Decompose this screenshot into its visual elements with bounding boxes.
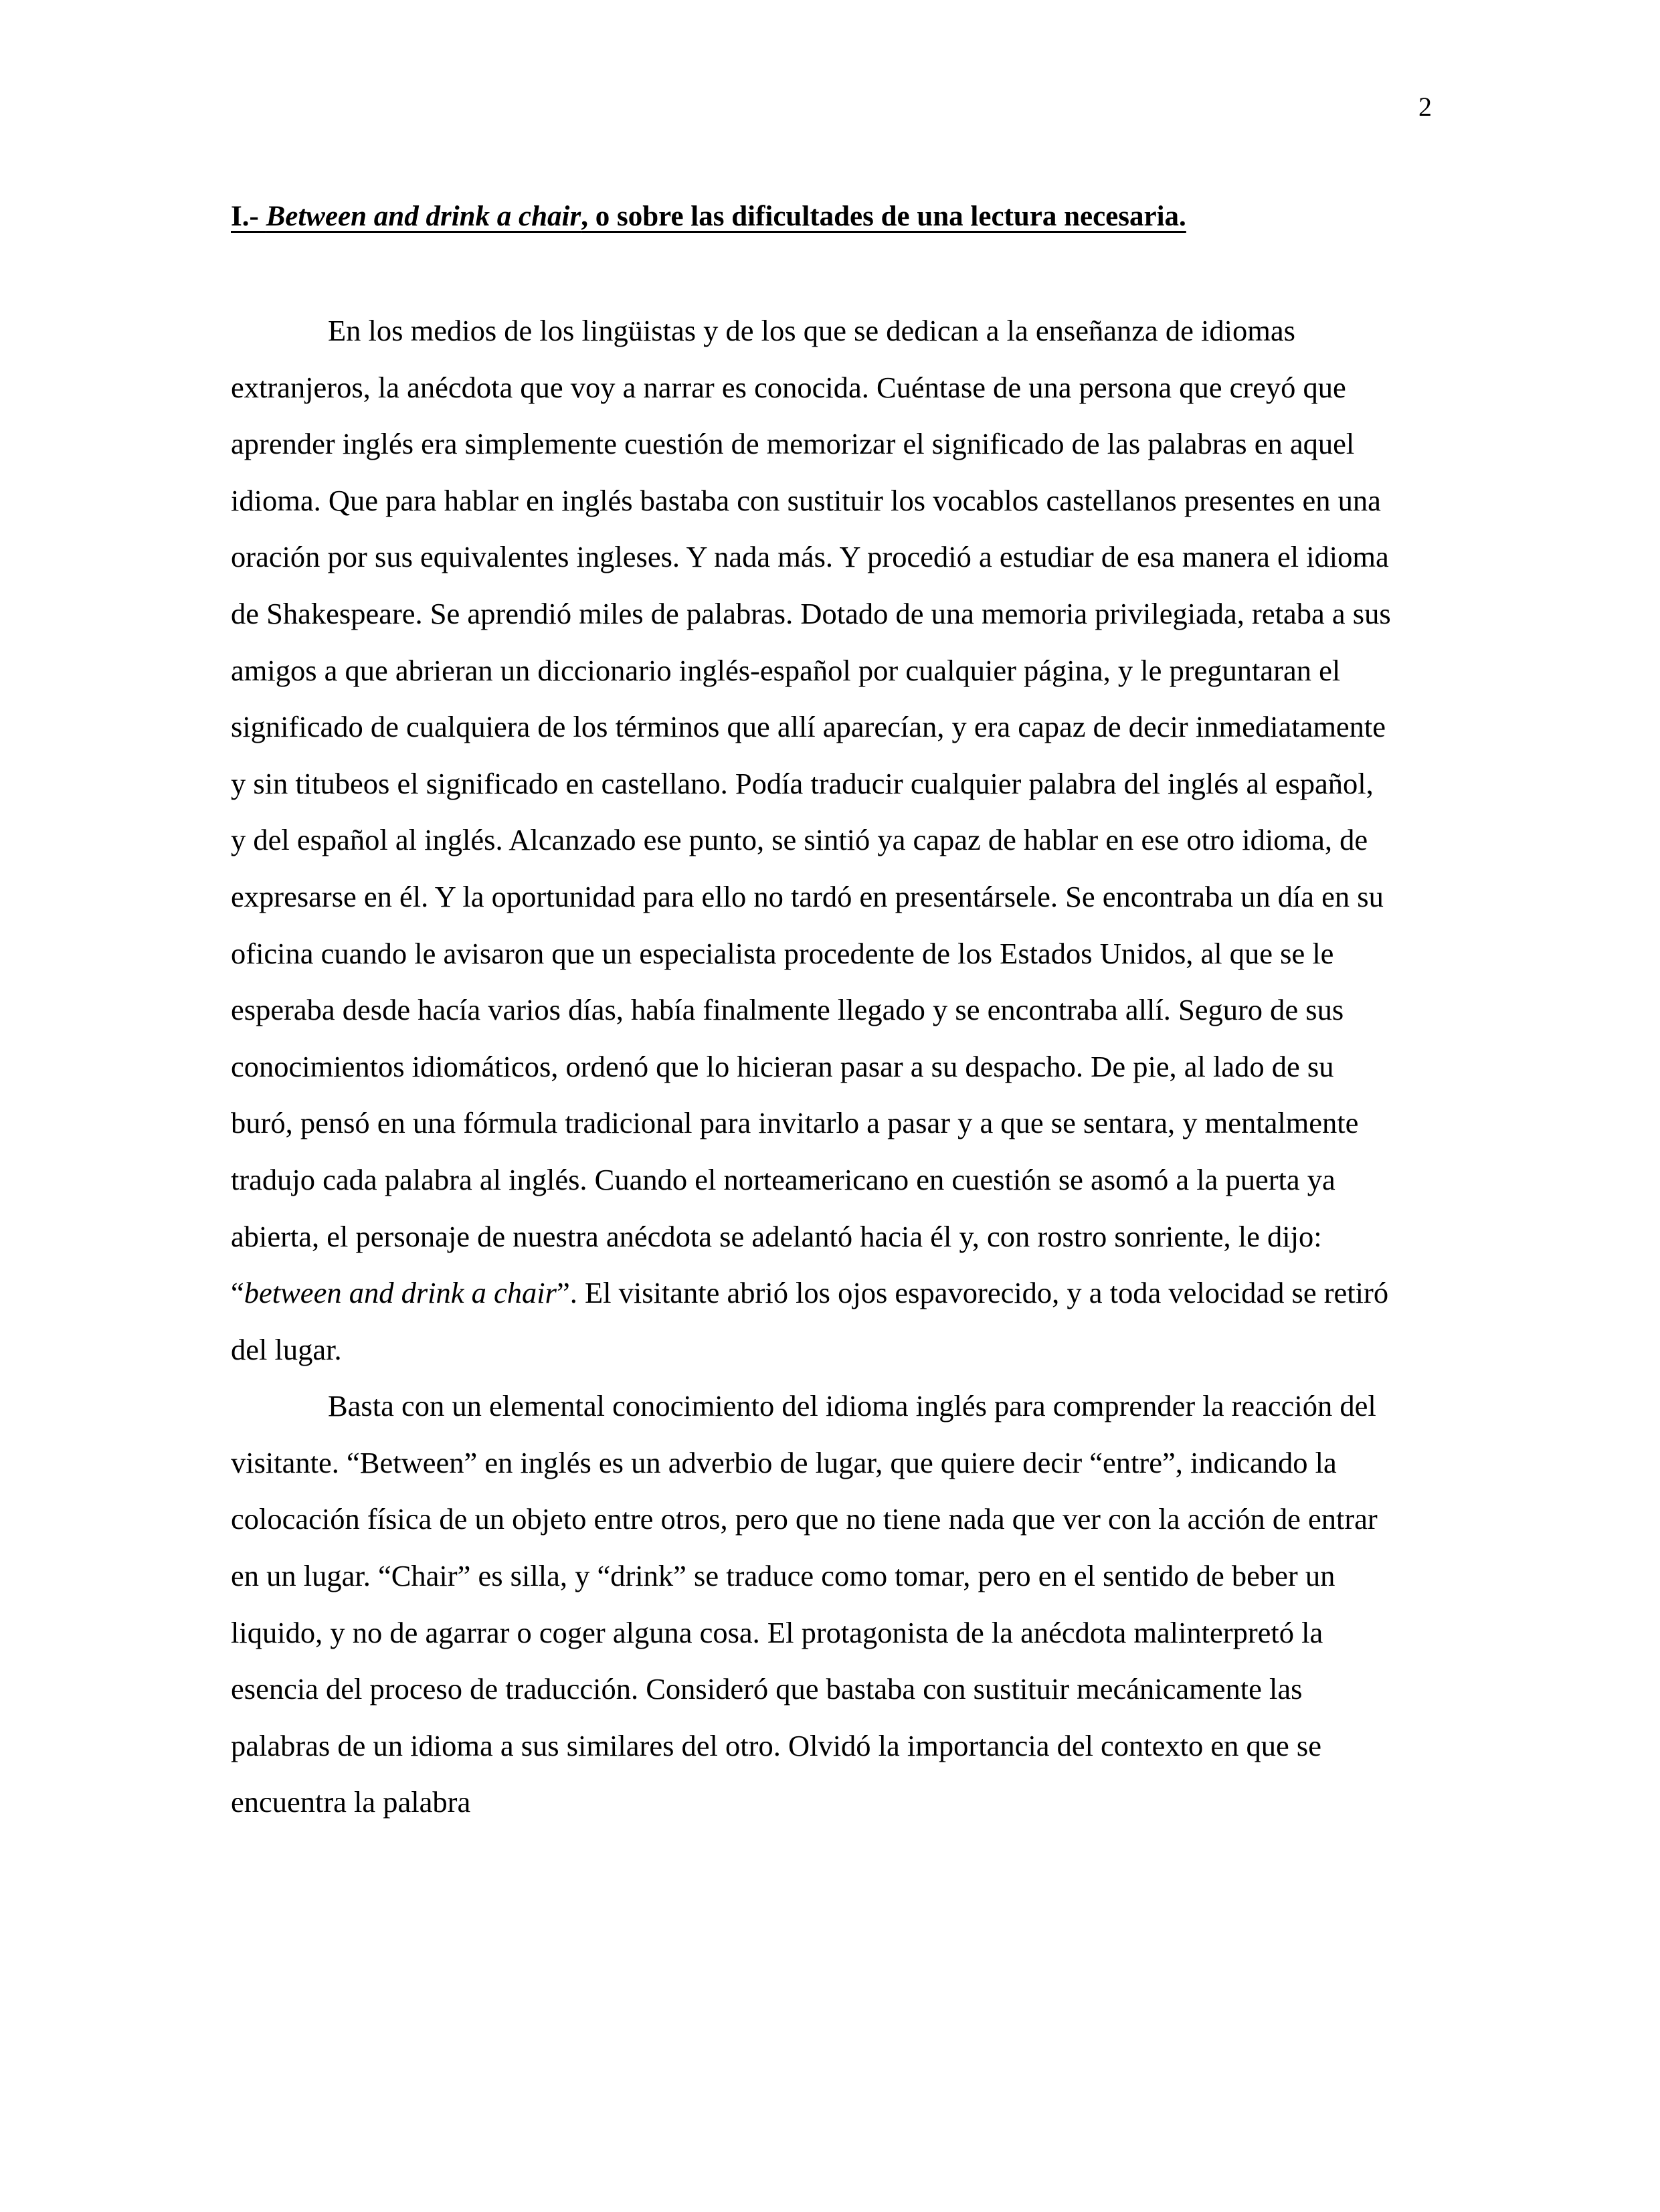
page-number: 2	[1418, 92, 1432, 122]
section-prefix: I.-	[231, 201, 266, 232]
paragraph-anecdote-text: En los medios de los lingüistas y de los que se dedican a la enseñanza de idiomas extranjeros, la anécdota que voy a narrar es conocida. Cuéntase de una persona que creyó que aprender inglés era simplemente cuestión de memorizar el significado de las palabras en aquel idioma. Que para hablar en inglés bastaba con sustituir los vocablos castellanos presentes en una oración por sus equivalentes ingleses. Y nada más. Y procedió a estudiar de esa manera el idioma de Shakespeare. Se aprendió miles de palabras. Dotado de una memoria privilegiada, retaba a sus amigos a que abrieran un diccionario inglés-español por cualquier página, y le preguntaran el significado de cualquiera de los términos que allí aparecían, y era capaz de decir inmediatamente y sin titubeos el significado en castellano. Podía traducir cualquier palabra del inglés al español, y del español al inglés. Alcanzado ese punto, se sintió ya capaz de hablar en ese otro idioma, de expresarse en él. Y la oportunidad para ello no tardó en presentársele. Se encontraba un día en su oficina cuando le avisaron que un especialista procedente de los Estados Unidos, al que se le esperaba desde hacía varios días, había finalmente llegado y se encontraba allí. Seguro de sus conocimientos idiomáticos, ordenó que lo hicieran pasar a su despacho. De pie, al lado de su buró, pensó en una fórmula tradicional para invitarlo a pasar y a que se sentara, y mentalmente tradujo cada palabra al inglés. Cuando el norteamericano en cuestión se asomó a la puerta ya abierta, el personaje de nuestra anécdota se adelantó hacia él y, con rostro sonriente, le dijo: “	[231, 314, 1391, 1310]
section-title-italic: Between and drink a chair	[266, 201, 581, 232]
paragraph-explanation-text: Basta con un elemental conocimiento del idioma inglés para comprender la reacción del visitante. “Between” en inglés es un adverbio de lugar, que quiere decir “entre”, indicando la colocación física de un objeto entre otros, pero que no tiene nada que ver con la acción de entrar en un lugar. “Chair” es silla, y “drink” se traduce como tomar, pero en el sentido de beber un liquido, y no de agarrar o coger alguna cosa. El protagonista de la anécdota malinterpretó la esencia del proceso de traducción. Consideró que bastaba con sustituir mecánicamente las palabras de un idioma a sus similares del otro. Olvidó la importancia del contexto en que se encuentra la palabra	[231, 1389, 1378, 1819]
anecdote-quote: between and drink a chair	[244, 1276, 557, 1310]
body-text	[231, 302, 1395, 1831]
section-title-rest: , o sobre las dificultades de una lectura necesaria.	[581, 201, 1186, 232]
paragraph-anecdote-ending: ”. El visitante abrió los ojos espavorecido, y a toda velocidad se retiró del lugar.	[231, 1276, 1389, 1366]
paragraph-explanation	[231, 1378, 1395, 1831]
paragraph-anecdote	[231, 302, 1395, 1378]
section-heading	[231, 199, 1502, 234]
